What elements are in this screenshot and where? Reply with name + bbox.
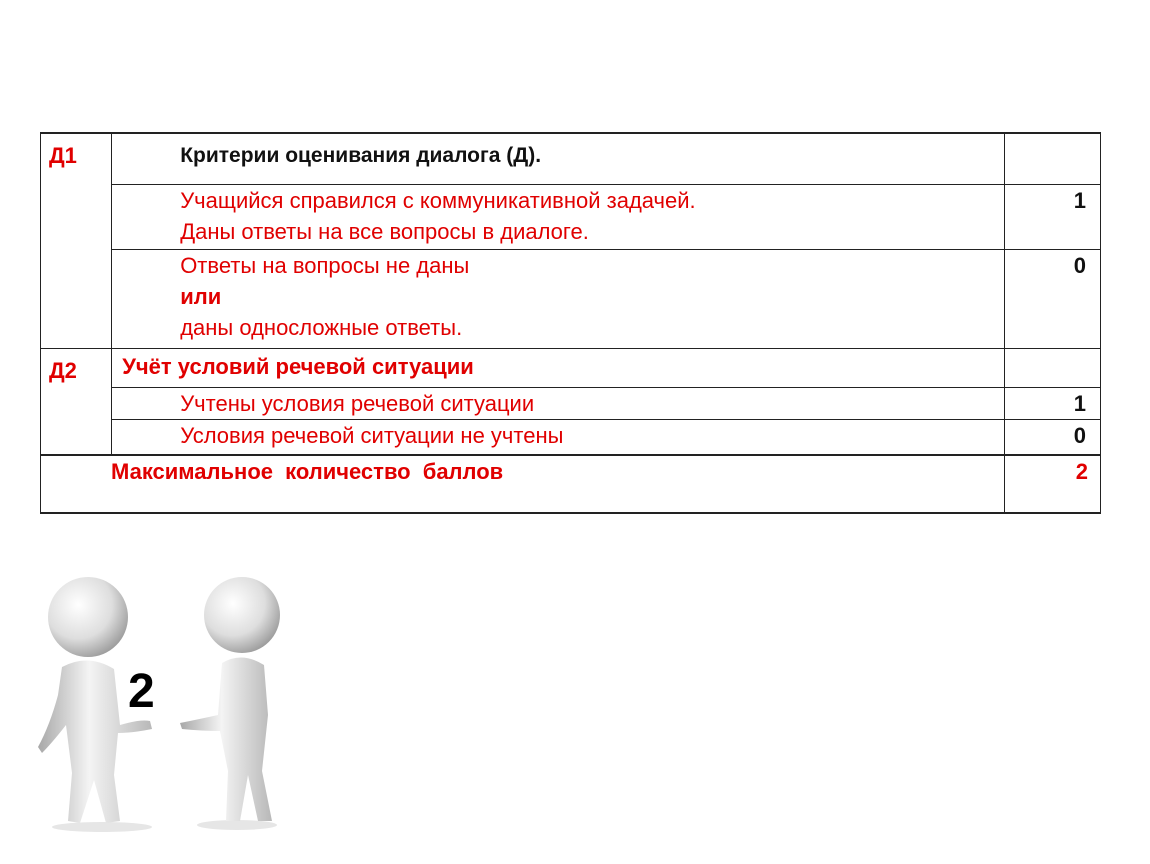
score-cell-empty [1004, 133, 1100, 185]
left-figure-shadow [52, 822, 152, 832]
criterion-line: Ответы на вопросы не даны [180, 253, 470, 278]
criterion-description: Учтены условия речевой ситуации [112, 388, 1005, 420]
criteria-header-cell [112, 133, 1005, 185]
right-figure-shadow [197, 820, 277, 830]
table-row [41, 388, 1101, 420]
score-cell: 1 [1004, 388, 1100, 420]
criterion-or-word: или [180, 284, 222, 309]
criterion-code-d2: Д2 [41, 349, 112, 456]
criterion-code-d1: Д1 [41, 133, 112, 349]
left-figure-head [48, 577, 128, 657]
criterion-description [112, 185, 1005, 250]
table-row-total [41, 455, 1101, 513]
table-row-d1-header [41, 133, 1101, 185]
table-row [41, 185, 1101, 250]
score-cell: 0 [1004, 420, 1100, 456]
criterion-description [112, 250, 1005, 349]
score-cell: 0 [1004, 250, 1100, 349]
total-value: 2 [1004, 455, 1100, 513]
criterion-description: Условия речевой ситуации не учтены [112, 420, 1005, 456]
total-label: Максимальное количество баллов [41, 455, 1005, 513]
score-cell: 1 [1004, 185, 1100, 250]
table-row [41, 250, 1101, 349]
right-figure-body [180, 657, 272, 821]
table-row-d2-header [41, 349, 1101, 388]
right-figure-head [204, 577, 280, 653]
criteria-table [40, 132, 1101, 514]
criterion-line: Даны ответы на все вопросы в диалоге. [180, 219, 589, 244]
criterion-line: даны односложные ответы. [180, 315, 463, 340]
criterion-line: Учащийся справился с коммуникативной задачей. [180, 188, 696, 213]
figure-number-badge: 2 [128, 665, 155, 718]
table-row [41, 420, 1101, 456]
score-cell-empty [1004, 349, 1100, 388]
two-figures-handing-number-icon [22, 575, 292, 835]
section-title-d2: Учёт условий речевой ситуации [112, 349, 1005, 388]
criteria-header-title: Критерии оценивания диалога (Д). [180, 144, 542, 167]
